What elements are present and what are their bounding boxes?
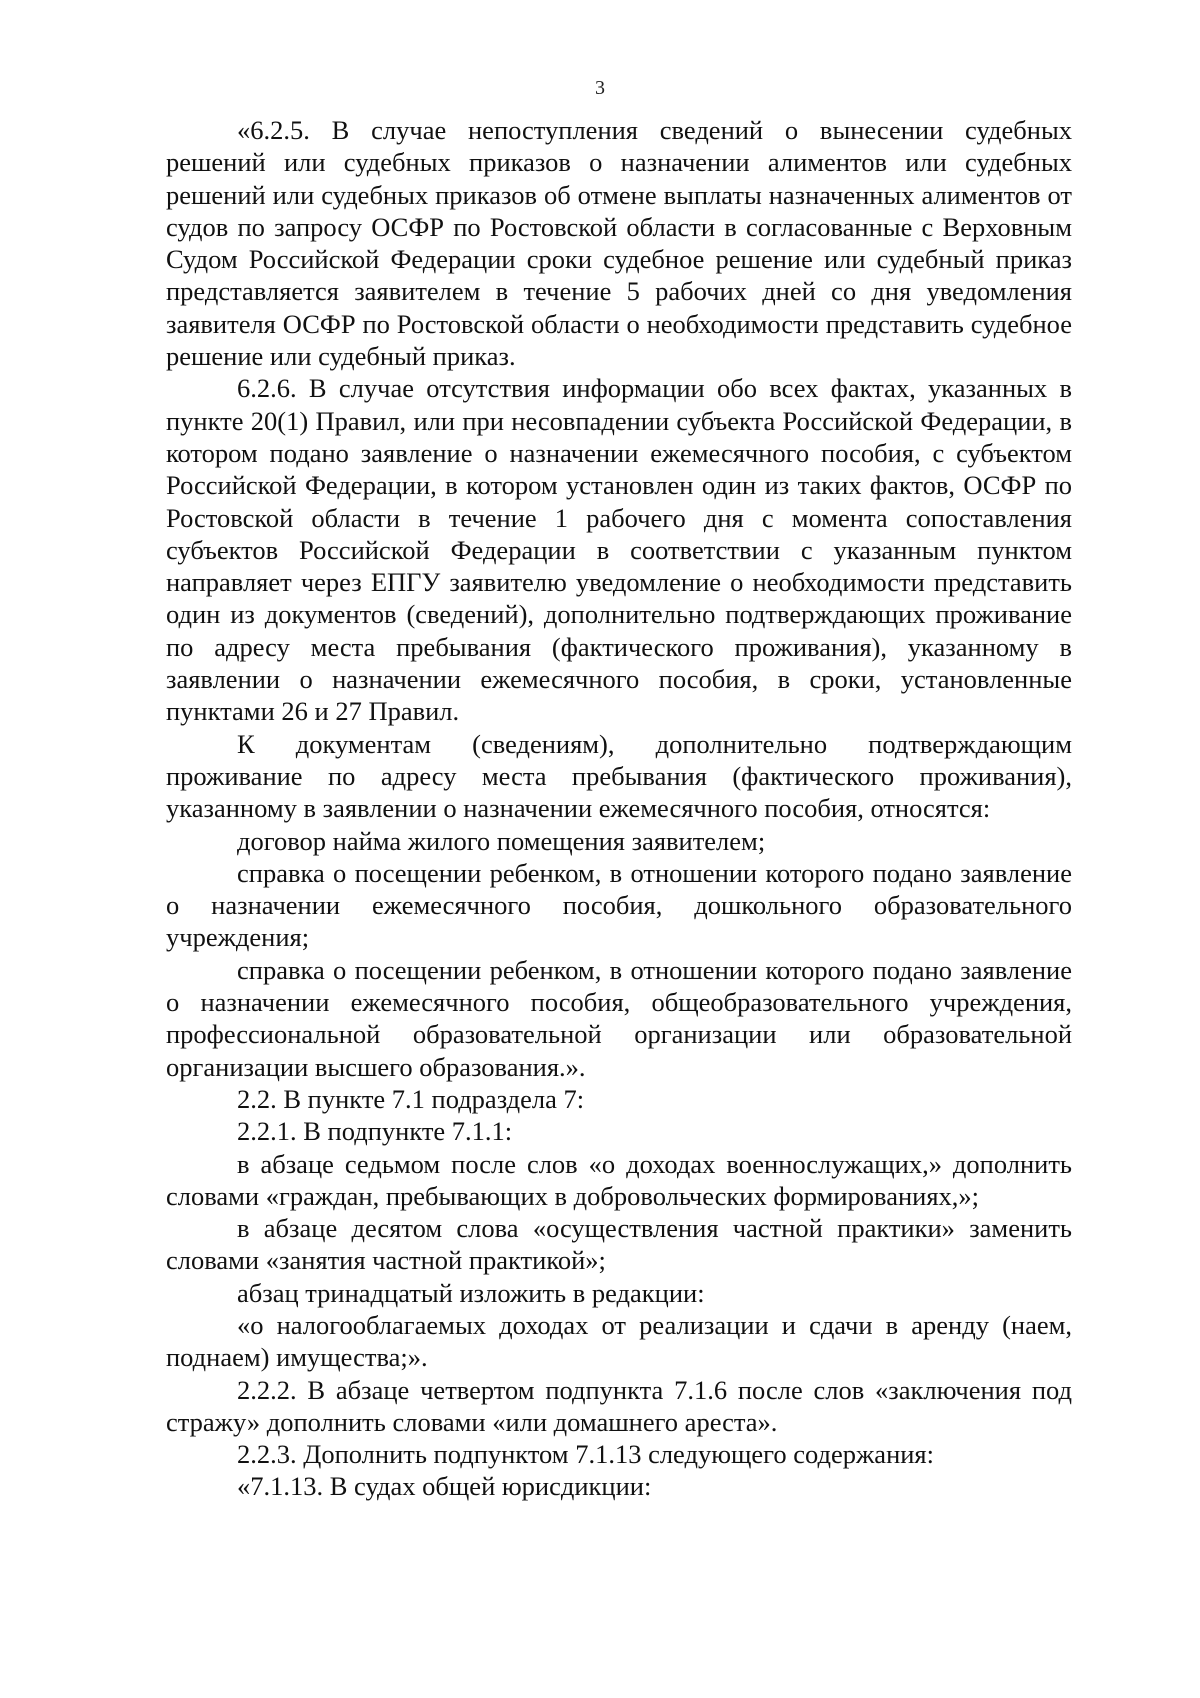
paragraph-seventh-abzac: в абзаце седьмом после слов «о доходах военнослужащих,» дополнить словами «граждан, пребывающих в добровольческих формированиях,»; bbox=[166, 1148, 1072, 1211]
paragraph-taxable-income-quote: «о налогооблагаемых доходах от реализации и сдачи в аренду (наем, поднаем) имущества;». bbox=[166, 1309, 1072, 1373]
paragraph-6-2-6: 6.2.6. В случае отсутствия информации обо всех фактах, указанных в пункте 20(1) Правил, или при несовпадении субъекта Российской Федерации, в котором подано заявление о назначении ежемесячного пособия, с субъектом Российской Федерации, в котором установлен один из таких фактов, ОСФР по Ростовской области в течение 1 рабочего дня с момента сопоставления субъектов Российской Федерации в соответствии с указанным пунктом направляет через ЕПГУ заявителю уведомление о необходимости представить один из документов (сведений), дополнительно подтверждающих проживание по адресу места пребывания (фактического проживания), указанному в заявлении о назначении ежемесячного пособия, в сроки, установленные пунктами 26 и 27 Правил. bbox=[166, 373, 1072, 727]
paragraph-2-2-3: 2.2.3. Дополнить подпунктом 7.1.13 следующего содержания: bbox=[237, 1439, 934, 1470]
paragraph-documents-list-intro: К документам (сведениям), дополнительно подтверждающим проживание по адресу места пребывания (фактического проживания), указанному в заявлении о назначении ежемесячного пособия, относятся: bbox=[166, 728, 1072, 824]
paragraph-tenth-abzac: в абзаце десятом слова «осуществления частной практики» заменить словами «занятия частной практикой»; bbox=[166, 1213, 1072, 1276]
paragraph-6-2-5: «6.2.5. В случае непоступления сведений о вынесении судебных решений или судебных приказов о назначении алиментов или судебных решений или судебных приказов об отмене выплаты назначенных алиментов от судов по запросу ОСФР по Ростовской области в согласованные с Верховным Судом Российской Федерации сроки судебное решение или судебный приказ представляется заявителем в течение 5 рабочих дней со дня уведомления заявителя ОСФР по Ростовской области о необходимости представить судебное решение или судебный приказ. bbox=[166, 115, 1072, 372]
paragraph-2-2-2: 2.2.2. В абзаце четвертом подпункта 7.1.6 после слов «заключения под стражу» дополнить словами «или домашнего ареста». bbox=[166, 1374, 1072, 1437]
list-item-preschool-certificate: справка о посещении ребенком, в отношении которого подано заявление о назначении ежемесячного пособия, дошкольного образовательного учреждения; bbox=[166, 857, 1072, 953]
list-item-school-certificate: справка о посещении ребенком, в отношении которого подано заявление о назначении ежемесячного пособия, общеобразовательного учреждения, профессиональной образовательной организации или образовательной организации высшего образования.». bbox=[166, 954, 1072, 1082]
page-number: 3 bbox=[595, 77, 605, 99]
paragraph-7-1-13: «7.1.13. В судах общей юрисдикции: bbox=[237, 1471, 652, 1502]
document-body bbox=[166, 114, 1072, 1503]
paragraph-2-2-1: 2.2.1. В подпункте 7.1.1: bbox=[237, 1116, 513, 1147]
paragraph-2-2: 2.2. В пункте 7.1 подраздела 7: bbox=[237, 1083, 585, 1114]
list-item-lease-agreement: договор найма жилого помещения заявителем; bbox=[237, 825, 766, 856]
paragraph-thirteenth-abzac: абзац тринадцатый изложить в редакции: bbox=[237, 1277, 705, 1308]
